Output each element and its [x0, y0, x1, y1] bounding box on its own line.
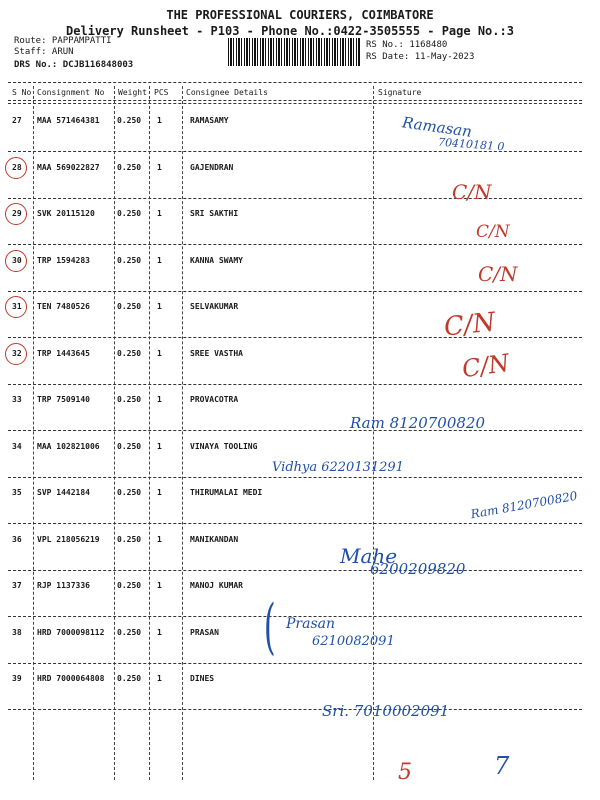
row-divider: [8, 477, 582, 478]
cell-consignment: VPL 218056219: [37, 535, 100, 544]
cell-weight: 0.250: [117, 395, 142, 404]
cell-sno: 32: [12, 349, 22, 358]
signature-32-cn: C/N: [460, 348, 512, 384]
cell-sno: 39: [12, 674, 22, 683]
signature-38: Prasan: [286, 616, 336, 632]
cell-consignee: PROVACOTRA: [190, 395, 239, 404]
row-divider: [8, 384, 582, 385]
route-label: Route: PAPPAMPATTI: [14, 36, 112, 46]
cell-consignee: SELVAKUMAR: [190, 302, 239, 311]
cell-consignee: KANNA SWAMY: [190, 256, 243, 265]
cell-pcs: 1: [157, 209, 162, 218]
col-header-weight: Weight: [118, 88, 147, 97]
col-header-consignee: Consignee Details: [186, 88, 268, 97]
footer-mark-5: 5: [398, 760, 412, 785]
cell-sno: 29: [12, 209, 22, 218]
cell-pcs: 1: [157, 163, 162, 172]
cell-consignment: HRD 7000064808: [37, 674, 105, 683]
cell-consignment: SVK 20115120: [37, 209, 95, 218]
row-circle-mark: [5, 203, 27, 225]
cell-pcs: 1: [157, 349, 162, 358]
runsheet-title: THE PROFESSIONAL COURIERS, COIMBATORE: [166, 8, 434, 22]
cell-pcs: 1: [157, 256, 162, 265]
signature-36-phone: 6200209820: [370, 560, 466, 578]
cell-consignee: THIRUMALAI MEDI: [190, 488, 263, 497]
cell-consignment: TRP 7509140: [37, 395, 90, 404]
cell-consignment: SVP 1442184: [37, 488, 90, 497]
row-divider: [8, 198, 582, 199]
row-circle-mark: [5, 157, 27, 179]
row-circle-mark: [5, 343, 27, 365]
cell-consignment: TRP 1594283: [37, 256, 90, 265]
row-divider: [8, 244, 582, 245]
signature-39: Sri. 7010002091: [322, 702, 450, 720]
signature-28-cn: C/N: [452, 180, 492, 204]
cell-consignment: TEN 7480526: [37, 302, 90, 311]
barcode-image: [228, 38, 360, 66]
col-header-pcs: PCS: [154, 88, 169, 97]
cell-consignee: SREE VASTHA: [190, 349, 243, 358]
cell-weight: 0.250: [117, 581, 142, 590]
footer-mark-7: 7: [494, 752, 510, 780]
cell-consignee: VINAYA TOOLING: [190, 442, 258, 451]
cell-pcs: 1: [157, 302, 162, 311]
cell-consignee: MANIKANDAN: [190, 535, 239, 544]
staff-label: Staff: ARUN: [14, 47, 74, 57]
signature-27: Ramasan: [401, 113, 473, 141]
header-rule-bottom2: [8, 103, 582, 104]
cell-sno: 33: [12, 395, 22, 404]
col-divider: [182, 86, 183, 780]
cell-sno: 27: [12, 116, 22, 125]
cell-consignment: MAA 102821006: [37, 442, 100, 451]
bracket-mark: (: [263, 592, 276, 662]
cell-consignment: RJP 1137336: [37, 581, 90, 590]
cell-consignment: MAA 569022827: [37, 163, 100, 172]
cell-pcs: 1: [157, 628, 162, 637]
cell-sno: 31: [12, 302, 22, 311]
runsheet-subtitle: Delivery Runsheet - P103 - Phone No.:0422-3505555 - Page No.:3: [66, 24, 514, 38]
signature-33: Ram 8120700820: [350, 414, 486, 432]
col-divider: [114, 86, 115, 780]
col-divider: [373, 86, 374, 780]
signature-31-cn: C/N: [442, 307, 497, 343]
cell-sno: 35: [12, 488, 22, 497]
cell-consignment: MAA 571464381: [37, 116, 100, 125]
row-circle-mark: [5, 250, 27, 272]
cell-weight: 0.250: [117, 163, 142, 172]
signature-27-phone: 70410181 0: [437, 135, 505, 154]
cell-consignee: RAMASAMY: [190, 116, 229, 125]
cell-sno: 36: [12, 535, 22, 544]
cell-pcs: 1: [157, 116, 162, 125]
cell-weight: 0.250: [117, 349, 142, 358]
signature-38-phone: 6210082091: [312, 634, 395, 649]
cell-consignee: SRI SAKTHI: [190, 209, 239, 218]
cell-sno: 34: [12, 442, 22, 451]
row-divider: [8, 291, 582, 292]
cell-sno: 28: [12, 163, 22, 172]
row-divider: [8, 709, 582, 710]
cell-pcs: 1: [157, 488, 162, 497]
signature-30-cn: C/N: [478, 262, 518, 286]
rs-date: RS Date: 11-May-2023: [366, 52, 475, 62]
header-rule-bottom: [8, 100, 582, 101]
signature-35: Ram 8120700820: [469, 488, 579, 522]
rs-number: RS No.: 1168480: [366, 40, 448, 50]
cell-pcs: 1: [157, 535, 162, 544]
signature-34: Vidhya 6220131291: [272, 460, 404, 475]
cell-weight: 0.250: [117, 116, 142, 125]
col-divider: [149, 86, 150, 780]
row-divider: [8, 430, 582, 431]
cell-weight: 0.250: [117, 209, 142, 218]
row-divider: [8, 570, 582, 571]
cell-sno: 37: [12, 581, 22, 590]
col-header-consignment: Consignment No: [37, 88, 105, 97]
cell-sno: 38: [12, 628, 22, 637]
drs-number: DRS No.: DCJB116848003: [14, 60, 134, 70]
cell-consignee: GAJENDRAN: [190, 163, 234, 172]
row-circle-mark: [5, 296, 27, 318]
cell-sno: 30: [12, 256, 22, 265]
row-divider: [8, 523, 582, 524]
cell-consignee: PRASAN: [190, 628, 219, 637]
signature-29-cn: C/N: [476, 222, 510, 242]
cell-weight: 0.250: [117, 628, 142, 637]
cell-weight: 0.250: [117, 535, 142, 544]
cell-weight: 0.250: [117, 302, 142, 311]
cell-pcs: 1: [157, 395, 162, 404]
cell-consignment: HRD 7000098112: [37, 628, 105, 637]
cell-pcs: 1: [157, 674, 162, 683]
cell-weight: 0.250: [117, 674, 142, 683]
header-rule-top: [8, 82, 582, 83]
cell-consignment: TRP 1443645: [37, 349, 90, 358]
signature-36: Mahe: [340, 544, 398, 568]
col-header-signature: Signature: [378, 88, 422, 97]
cell-pcs: 1: [157, 442, 162, 451]
row-divider: [8, 663, 582, 664]
col-divider: [33, 86, 34, 780]
cell-pcs: 1: [157, 581, 162, 590]
col-header-sno: S No: [12, 88, 32, 97]
cell-weight: 0.250: [117, 442, 142, 451]
cell-weight: 0.250: [117, 256, 142, 265]
cell-consignee: MANOJ KUMAR: [190, 581, 243, 590]
cell-consignee: DINES: [190, 674, 215, 683]
cell-weight: 0.250: [117, 488, 142, 497]
